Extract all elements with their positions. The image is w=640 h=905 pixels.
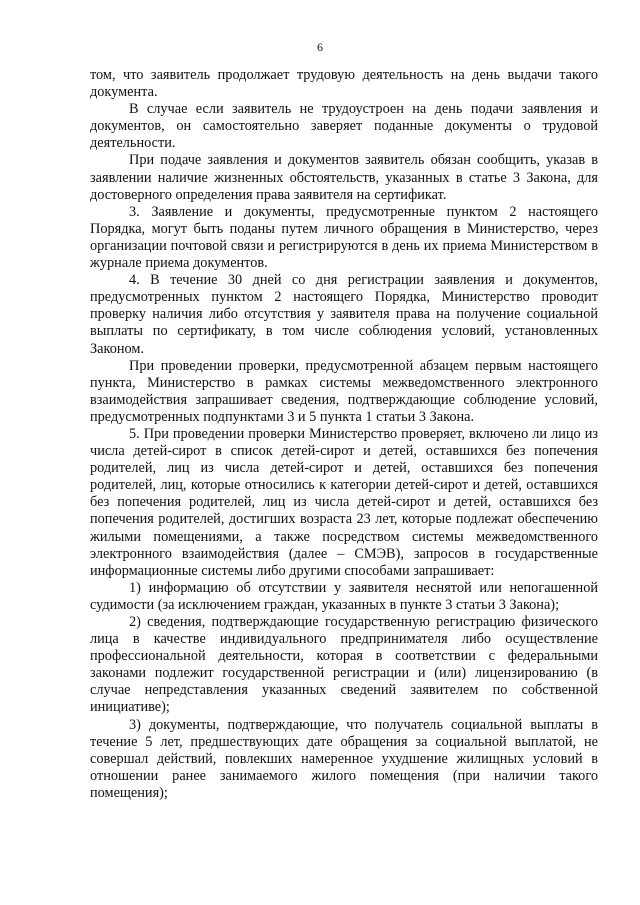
document-body: [90, 67, 598, 802]
paragraph-10: 3) документы, подтверждающие, что получатель социальной выплаты в течение 5 лет, предшествующих дате обращения за социальной выплатой, не совершал действий, повлекших намеренное ухудшение жилищных условий в отношении ранее занимаемого жилого помещения (при наличии такого помещения);: [90, 716, 598, 801]
paragraph-6: При проведении проверки, предусмотренной абзацем первым настоящего пункта, Министерство в рамках системы межведомственного электронного взаимодействия запрашивает сведения, подтверждающие соблюдение условий, предусмотренных подпунктами 3 и 5 пункта 1 статьи 3 Закона.: [90, 357, 598, 425]
paragraph-7: 5. При проведении проверки Министерство проверяет, включено ли лицо из числа детей-сирот в список детей-сирот и детей, оставшихся без попечения родителей, лиц из числа детей-сирот и детей, оставшихся без попечения родителей, лиц, которые относились к категории детей-сирот и детей, оставшихся без попечения родителей, лиц из числа детей-сирот и детей, оставшихся без попечения родителей, достигших возраста 23 лет, которые подлежат обеспечению жилыми помещениями, а также посредством системы межведомственного электронного взаимодействия (далее – СМЭВ), запросов в государственные информационные системы либо другими способами запрашивает:: [90, 425, 598, 579]
paragraph-9: 2) сведения, подтверждающие государственную регистрацию физического лица в качестве индивидуального предпринимателя либо осуществление профессиональной деятельности, которая в соответствии с федеральными законами подлежит государственной регистрации и (или) лицензированию (в случае непредставления указанных сведений заявителем по собственной инициативе);: [90, 614, 598, 716]
paragraph-8: 1) информацию об отсутствии у заявителя неснятой или непогашенной судимости (за исключением граждан, указанных в пункте 3 статьи 3 Закона);: [90, 579, 598, 613]
page-number: 6: [317, 40, 323, 54]
paragraph-2: В случае если заявитель не трудоустроен на день подачи заявления и документов, он самостоятельно заверяет поданные документы о трудовой деятельности.: [90, 101, 598, 152]
paragraph-4: 3. Заявление и документы, предусмотренные пунктом 2 настоящего Порядка, могут быть поданы путем личного обращения в Министерство, через организации почтовой связи и регистрируются в день их приема Министерством в журнале приема документов.: [90, 203, 598, 272]
paragraph-3: При подаче заявления и документов заявитель обязан сообщить, указав в заявлении наличие жизненных обстоятельств, указанных в статье 3 Закона, для достоверного определения права заявителя на сертификат.: [90, 152, 598, 203]
paragraph-1: том, что заявитель продолжает трудовую деятельность на день выдачи такого документа.: [90, 67, 598, 101]
paragraph-5: 4. В течение 30 дней со дня регистрации заявления и документов, предусмотренных пунктом 2 настоящего Порядка, Министерство проводит проверку наличия либо отсутствия у заявителя права на получение социальной выплаты по сертификату, в том числе соблюдения условий, установленных Законом.: [90, 272, 598, 357]
